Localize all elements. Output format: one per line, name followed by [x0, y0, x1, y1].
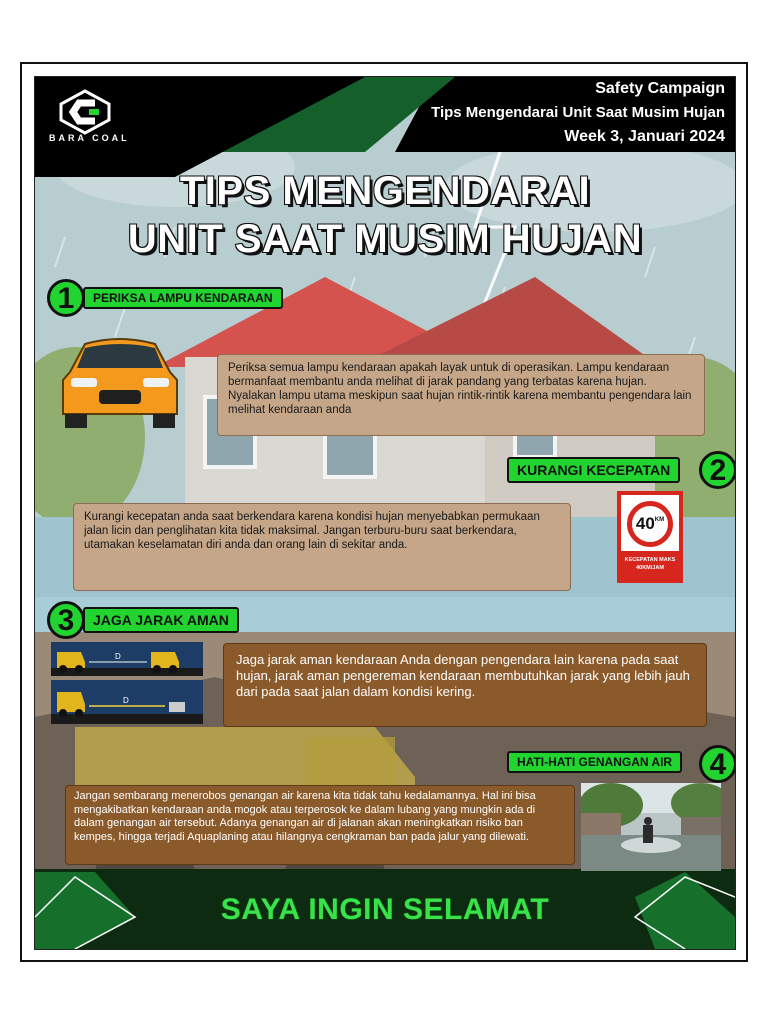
safe-distance-diagram: [51, 642, 203, 724]
tip-4-text: Jangan sembarang menerobos genangan air karena kita tidak tahu kedalamannya. Hal ini bisa mengakibatkan kendaraan anda mogok atau terperosok ke dalam lubang yang mungkin ada di dalam genangan air tersebut. Adanya genangan air di jalanan akan meningkatkan risiko ban kempes, hingga terjadi Aquaplaning atau hilangnya cengkraman ban pada jalur yang dilewati.: [65, 785, 575, 865]
logo-brand-text: BARA COAL: [49, 133, 130, 143]
header-info: [431, 77, 725, 149]
speed-limit-sign: [617, 491, 683, 583]
tip-1-label: PERIKSA LAMPU KENDARAAN: [83, 287, 283, 309]
diagram-distance-label-2: D: [123, 696, 129, 705]
main-title-line1: TIPS MENGENDARAI: [179, 169, 591, 213]
speed-limit-caption: [621, 551, 679, 579]
speed-limit-circle: [627, 501, 673, 547]
speed-limit-caption-line1: KECEPATAN MAKS: [624, 557, 676, 563]
speed-limit-unit: KM: [654, 517, 665, 523]
bara-coal-logo-icon: [55, 87, 115, 137]
tip-3-number-badge: 3: [47, 601, 85, 639]
tip-2-text: Kurangi kecepatan anda saat berkendara karena kondisi hujan menyebabkan permukaan jalan licin dan penglihatan kita tidak maksimal. Jangan terburu-buru saat berkendara, utamakan keselamatan diri anda dan orang lain di sekitar anda.: [73, 503, 571, 591]
main-title-line2: UNIT SAAT MUSIM HUJAN: [127, 217, 643, 261]
campaign-title: Safety Campaign: [595, 80, 725, 97]
footer-slogan: SAYA INGIN SELAMAT: [220, 893, 550, 926]
campaign-subtitle: Tips Mengendarai Unit Saat Musim Hujan: [431, 104, 725, 121]
poster-canvas: [34, 76, 736, 950]
tip-4-number-badge: 4: [699, 745, 736, 783]
poster-frame: [20, 62, 748, 962]
tip-2-label: KURANGI KECEPATAN: [507, 457, 680, 483]
speed-limit-caption-line2: 40KM/JAM: [636, 565, 664, 571]
tip-3-text: Jaga jarak aman kendaraan Anda dengan pengendara lain karena pada saat hujan, jarak aman pengereman kendaraan membutuhkan jarak yang lebih jauh dari pada saat jalan dalam kondisi kering.: [223, 643, 707, 727]
tip-4-label: HATI-HATI GENANGAN AIR: [507, 751, 682, 773]
tip-1-number-badge: 1: [47, 279, 85, 317]
speed-limit-value: 40: [635, 514, 655, 533]
orange-car-icon: [55, 332, 185, 432]
diagram-distance-label-1: D: [115, 652, 121, 661]
tip-3-label: JAGA JARAK AMAN: [83, 607, 239, 633]
flooded-street-photo: [581, 783, 721, 871]
campaign-week: Week 3, Januari 2024: [564, 128, 725, 145]
tip-2-number-badge: 2: [699, 451, 736, 489]
tip-1-text: Periksa semua lampu kendaraan apakah layak untuk di operasikan. Lampu kendaraan bermanfaat membantu anda melihat di jarak pandang yang terbatas karena hujan. Nyalakan lampu utama meskipun saat hujan rintik-rintik karena membantu pengendara lain melihat kendaraan anda: [217, 354, 705, 436]
